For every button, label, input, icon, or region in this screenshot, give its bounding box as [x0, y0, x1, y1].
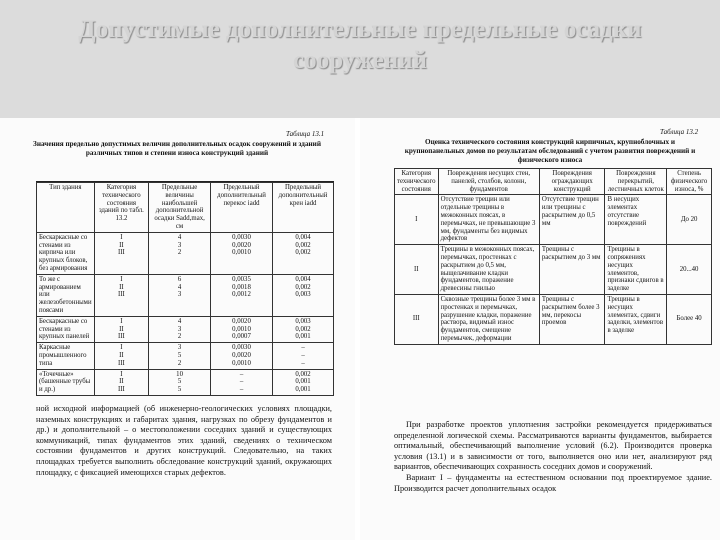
- title-band: [0, 0, 720, 118]
- value-cell: [149, 274, 211, 316]
- value-line: 0,0030: [232, 344, 251, 352]
- value-cell: [273, 232, 334, 274]
- value-line: I: [120, 370, 123, 378]
- value-line: 0,0030: [232, 233, 251, 241]
- building-type-cell: Бескаркасные со стенами из кирпича или крупных блоков, без армирования: [37, 232, 95, 274]
- table-row: [395, 245, 712, 295]
- header-cell: Повреждения перекрытий, лестничных клеток: [605, 169, 667, 195]
- left-book-page: [0, 118, 355, 540]
- value-line: 0,0007: [232, 333, 251, 341]
- enclosing-damage-cell: Отсутствие трещин или трещины с раскрытием до 0,5 мм: [539, 195, 605, 245]
- value-line: 5: [177, 386, 182, 394]
- walls-damage-cell: Трещины в межоконных поясах, перемычках, простенках с раскрытием до 0,5 мм, выщелачивание кладки фундаментов, поражение древесины гнилью: [438, 245, 539, 295]
- value-line: 0,0018: [232, 283, 251, 291]
- header-cell: Категория технического состояния: [395, 169, 439, 195]
- table-row: [37, 316, 334, 342]
- header-cell: Предельный дополнительный перекос iadd: [210, 183, 272, 233]
- value-line: III: [118, 359, 125, 367]
- building-type-cell: То же с армированием или железобетонными поясами: [37, 274, 95, 316]
- value-line: II: [119, 241, 124, 249]
- value-line: 0,004: [295, 233, 311, 241]
- building-type-cell: Каркасные промышленного типа: [37, 343, 95, 369]
- value-line: 0,003: [295, 317, 311, 325]
- wear-cell: Более 40: [667, 294, 712, 344]
- header-cell: Повреждения несущих стен, панелей, столбов, колонн, фундаментов: [438, 169, 539, 195]
- value-line: 6: [177, 275, 182, 283]
- walls-damage-cell: Сквозные трещины более 3 мм в простенках и перемычках, разрушение кладки, поражение раствора, видимый износ фундаментов, смещение перемычек, деформации: [438, 294, 539, 344]
- value-line: –: [239, 378, 244, 386]
- wear-cell: 20...40: [667, 245, 712, 295]
- value-line: II: [119, 351, 124, 359]
- value-line: 0,0035: [232, 275, 251, 283]
- value-cell: [273, 316, 334, 342]
- table-row: [37, 343, 334, 369]
- value-line: 3: [177, 241, 182, 249]
- table-13-2-label: Таблица 13.2: [660, 128, 699, 136]
- table-header-row: [37, 183, 334, 233]
- floors-damage-cell: В несущих элементах отсутствие повреждений: [605, 195, 667, 245]
- header-cell: Предельные величины наибольшей дополнительной осадки Sadd,max, см: [149, 183, 211, 233]
- paragraph: Вариант I – фундаменты на естественном основании под проектируемое здание. Производится расчет дополнительных осадок: [394, 472, 712, 493]
- value-line: III: [118, 291, 125, 299]
- value-line: 2: [177, 359, 182, 367]
- header-cell: Степень физического износа, %: [667, 169, 712, 195]
- value-cell: [273, 274, 334, 316]
- value-cell: [94, 274, 149, 316]
- value-line: 0,004: [295, 275, 311, 283]
- header-cell: Повреждения ограждающих конструкций: [539, 169, 605, 195]
- table-row: [395, 195, 712, 245]
- value-cell: [210, 343, 272, 369]
- value-line: 0,002: [295, 241, 311, 249]
- value-line: 0,0010: [232, 359, 251, 367]
- value-cell: [210, 232, 272, 274]
- value-line: 4: [177, 233, 182, 241]
- table-header-row: [395, 169, 712, 195]
- left-body-text: [36, 404, 332, 478]
- table-13-2: [394, 168, 712, 345]
- enclosing-damage-cell: Трещины с раскрытием до 3 мм: [539, 245, 605, 295]
- value-cell: [149, 232, 211, 274]
- value-line: 0,002: [295, 325, 311, 333]
- right-book-page: [360, 118, 720, 540]
- value-cell: [94, 343, 149, 369]
- table-13-1: [36, 182, 334, 396]
- right-body-text: [394, 420, 712, 494]
- value-cell: [210, 316, 272, 342]
- value-line: 0,0020: [232, 351, 251, 359]
- value-line: 3: [177, 325, 182, 333]
- floors-damage-cell: Трещины в несущих элементах, сдвиги заделки, элементов в заделке: [605, 294, 667, 344]
- table-row: [395, 294, 712, 344]
- value-line: –: [301, 351, 305, 359]
- value-cell: [94, 316, 149, 342]
- table-row: [37, 369, 334, 395]
- value-line: 0,0020: [232, 317, 251, 325]
- value-line: 0,001: [295, 386, 311, 394]
- value-line: 10: [176, 370, 183, 378]
- value-line: II: [119, 283, 124, 291]
- value-line: –: [239, 370, 244, 378]
- category-cell: II: [395, 245, 439, 295]
- value-cell: [149, 343, 211, 369]
- value-cell: [149, 369, 211, 395]
- header-cell: Предельный дополнительный крен iadd: [273, 183, 334, 233]
- value-line: I: [120, 275, 123, 283]
- value-line: –: [239, 386, 244, 394]
- value-line: III: [118, 333, 125, 341]
- value-cell: [210, 274, 272, 316]
- table-row: [37, 274, 334, 316]
- building-type-cell: Бескаркасные со стенами из крупных панелей: [37, 316, 95, 342]
- value-cell: [273, 369, 334, 395]
- value-line: 0,0010: [232, 325, 251, 333]
- value-line: 0,001: [295, 333, 311, 341]
- walls-damage-cell: Отсутствие трещин или отдельные трещины в межоконных поясах, в перемычках, не превышающие 3 мм, фундаменты без видимых дефектов: [438, 195, 539, 245]
- value-cell: [210, 369, 272, 395]
- value-line: 3: [177, 291, 182, 299]
- value-line: 0,0020: [232, 241, 251, 249]
- header-cell: Категория технического состояния зданий по табл. 13.2: [94, 183, 149, 233]
- value-line: 3: [177, 344, 182, 352]
- value-line: I: [120, 233, 123, 241]
- value-line: I: [120, 317, 123, 325]
- value-line: 4: [177, 283, 182, 291]
- value-line: 5: [177, 351, 182, 359]
- enclosing-damage-cell: Трещины с раскрытием более 3 мм, перекосы проемов: [539, 294, 605, 344]
- value-line: 0,003: [295, 291, 311, 299]
- category-cell: III: [395, 294, 439, 344]
- building-type-cell: «Точечные» (башенные трубы и др.): [37, 369, 95, 395]
- table-row: [37, 232, 334, 274]
- value-cell: [94, 232, 149, 274]
- header-cell: Тип здания: [37, 183, 95, 233]
- value-cell: [149, 316, 211, 342]
- value-line: I: [120, 344, 123, 352]
- value-line: 0,002: [295, 283, 311, 291]
- value-line: III: [118, 249, 125, 257]
- category-cell: I: [395, 195, 439, 245]
- wear-cell: До 20: [667, 195, 712, 245]
- value-line: 5: [177, 378, 182, 386]
- table-13-1-label: Таблица 13.1: [286, 130, 325, 138]
- value-line: 0,0010: [232, 249, 251, 257]
- floors-damage-cell: Трещины в сопряжениях несущих элементов, признаки сдвигов в заделке: [605, 245, 667, 295]
- value-line: –: [301, 344, 305, 352]
- value-line: 0,001: [295, 378, 311, 386]
- value-line: 0,002: [295, 370, 311, 378]
- value-cell: [94, 369, 149, 395]
- slide-title: Допустимые дополнительные предельные осадки сооружений: [78, 16, 642, 74]
- value-cell: [273, 343, 334, 369]
- value-line: III: [118, 386, 125, 394]
- value-line: II: [119, 378, 124, 386]
- value-line: 2: [177, 333, 182, 341]
- value-line: 4: [177, 317, 182, 325]
- value-line: 2: [177, 249, 182, 257]
- table-13-1-caption: Значения предельно допустимых величин дополнительных осадок сооружений и зданий различных типов и степени износа конструкций зданий: [33, 140, 321, 157]
- table-13-2-caption: Оценка технического состояния конструкций кирпичных, крупноблочных и крупнопанельных домов по результатам обследований с учетом развития повреждений и физического износа: [404, 138, 696, 164]
- value-line: 0,0012: [232, 291, 251, 299]
- paragraph: ной исходной информацией (об инженерно-геологических условиях площадки, наземных конструкциях и габаритах здания, нагрузках по обрезу фундаментов и др.) и дополнительной – о местоположении соседних зданий и существующих коммуникаций, типах фундаментов этих зданий, сведениях о техническом состоянии фундаментов и других конструкций. Следовательно, на таких площадках требуется выполнить обследование конструкций зданий, окружающих площадку, с фиксацией имеющихся старых дефектов.: [36, 404, 332, 477]
- value-line: 0,002: [295, 249, 311, 257]
- value-line: II: [119, 325, 124, 333]
- paragraph: При разработке проектов уплотнения застройки рекомендуется придерживаться определенной логической схемы. Рассматриваются варианты фундаментов, выбирается оптимальный, обеспечивающий выполнение условий (6.2). Производится проверка условия (13.1) и в зависимости от того, выполняется оно или нет, анализируют ряд вариантов, обеспечивающих сохранность соседних домов и сооружений.: [394, 420, 712, 472]
- value-line: –: [301, 359, 305, 367]
